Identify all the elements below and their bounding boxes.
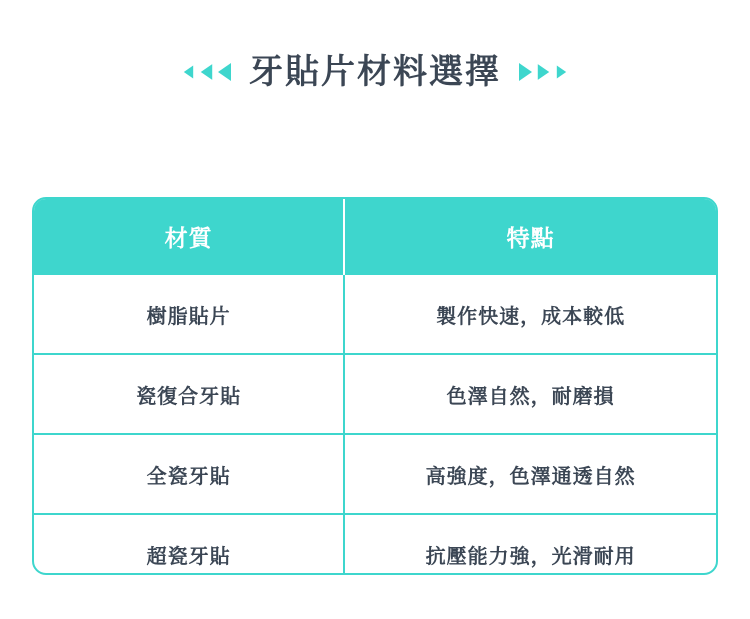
triangle-left-icon xyxy=(182,63,231,81)
table-header-row xyxy=(34,199,716,274)
cell-material: 樹脂貼片 xyxy=(34,274,344,354)
triangle-right-icon-medium xyxy=(538,64,549,80)
material-table xyxy=(32,197,718,575)
triangle-right-icon-large xyxy=(519,63,532,81)
poster-root xyxy=(0,55,750,619)
column-header-material: 材質 xyxy=(34,199,344,274)
column-header-feature: 特點 xyxy=(344,199,716,274)
table-row xyxy=(34,514,716,575)
triangle-left-icon-large xyxy=(218,63,231,81)
cell-material: 超瓷牙貼 xyxy=(34,514,344,575)
title-row xyxy=(0,55,750,89)
table-row xyxy=(34,434,716,514)
cell-feature: 高強度，色澤通透自然 xyxy=(344,434,716,514)
table-row xyxy=(34,274,716,354)
triangle-left-icon-small xyxy=(184,66,193,79)
table-row xyxy=(34,354,716,434)
page-title: 牙貼片材料選擇 xyxy=(249,53,501,91)
triangle-right-icon-small xyxy=(557,66,566,79)
cell-material: 全瓷牙貼 xyxy=(34,434,344,514)
triangle-left-icon-medium xyxy=(201,64,212,80)
triangle-right-icon xyxy=(519,63,568,81)
cell-material: 瓷復合牙貼 xyxy=(34,354,344,434)
cell-feature: 抗壓能力強，光滑耐用 xyxy=(344,514,716,575)
cell-feature: 色澤自然，耐磨損 xyxy=(344,354,716,434)
cell-feature: 製作快速，成本較低 xyxy=(344,274,716,354)
